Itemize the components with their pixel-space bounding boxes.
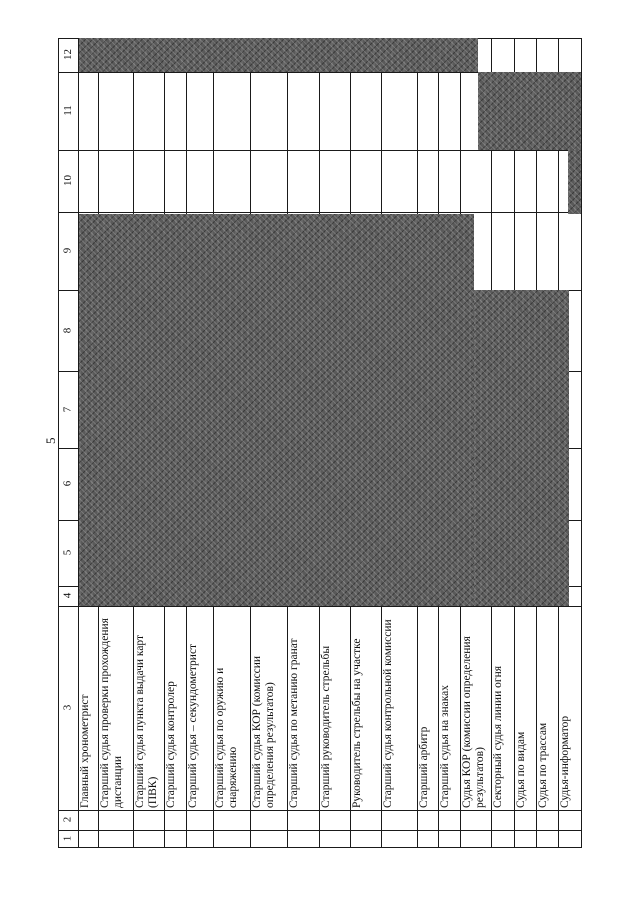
shaded-block-lower (474, 290, 569, 606)
table-border-bottom (58, 847, 582, 848)
table-border-left (58, 38, 59, 848)
column-number-6 (59, 478, 77, 490)
role-label: Старший судья пункта выдачи карт (ПВК) (133, 634, 159, 808)
column-number-text: 1 (61, 835, 74, 842)
role-label: Главный хронометрист (79, 694, 91, 808)
role-label: Руководитель стрельбы на участке (351, 638, 364, 808)
role-label: Судья КОР (комиссии определения результатов) (460, 636, 486, 808)
column-number-5 (59, 547, 77, 559)
column-separator-1 (58, 830, 582, 831)
role-label: Старший судья контролер (165, 681, 178, 808)
column-number-11 (59, 105, 77, 117)
role-label: Судья-информатор (558, 715, 571, 808)
column-number-text: 4 (61, 592, 74, 599)
shaded-block-col12 (79, 38, 478, 72)
role-label: Старший судья проверки прохождения дистанции (98, 618, 124, 808)
shaded-block-col11 (478, 72, 581, 150)
column-number-text: 8 (61, 327, 74, 333)
column-number-7 (59, 404, 77, 416)
column-number-text: 3 (61, 704, 74, 711)
role-label: Старший руководитель стрельбы (319, 645, 332, 808)
column-number-text: 7 (61, 406, 74, 412)
column-separator-10 (58, 150, 582, 151)
role-label: Судья по видам (515, 731, 528, 808)
column-separator-3 (58, 606, 582, 607)
column-separator-9 (58, 212, 582, 213)
column-number-text: 5 (61, 549, 74, 556)
column-number-1 (59, 833, 77, 845)
page-number: 5 (43, 437, 58, 444)
table-border-right (581, 38, 582, 848)
column-number-text: 2 (61, 816, 74, 823)
column-number-3 (59, 702, 77, 714)
column-number-text: 9 (61, 247, 74, 254)
role-label: Старший судья – секундометрист (186, 643, 199, 808)
column-number-text: 12 (61, 49, 74, 60)
role-label: Судья по трассам (536, 722, 549, 808)
role-label: Старший судья на знаках (439, 684, 452, 808)
column-number-12 (59, 49, 77, 61)
column-number-text: 6 (61, 480, 74, 487)
column-number-10 (59, 175, 77, 187)
role-label: Старший судья по оружию и снаряжению (214, 667, 240, 808)
role-label: Старший арбитр (417, 726, 430, 808)
shaded-block-main (79, 214, 474, 606)
assignment-table (58, 38, 582, 848)
column-number-9 (59, 245, 77, 257)
role-label: Секторный судья линии огня (491, 665, 504, 808)
column-separator-2 (58, 810, 582, 811)
column-number-text: 11 (61, 105, 74, 116)
column-number-8 (59, 325, 77, 337)
column-number-2 (59, 814, 77, 826)
role-label: Старший судья по метанию гранат (288, 638, 301, 808)
column-number-4 (59, 590, 77, 602)
role-label: Старший судья КОР (комиссии определения результатов) (251, 655, 277, 808)
column-number-text: 10 (61, 175, 74, 186)
role-label: Старший судья контрольной комиссии (382, 619, 395, 808)
shaded-block-col10 (568, 150, 581, 214)
